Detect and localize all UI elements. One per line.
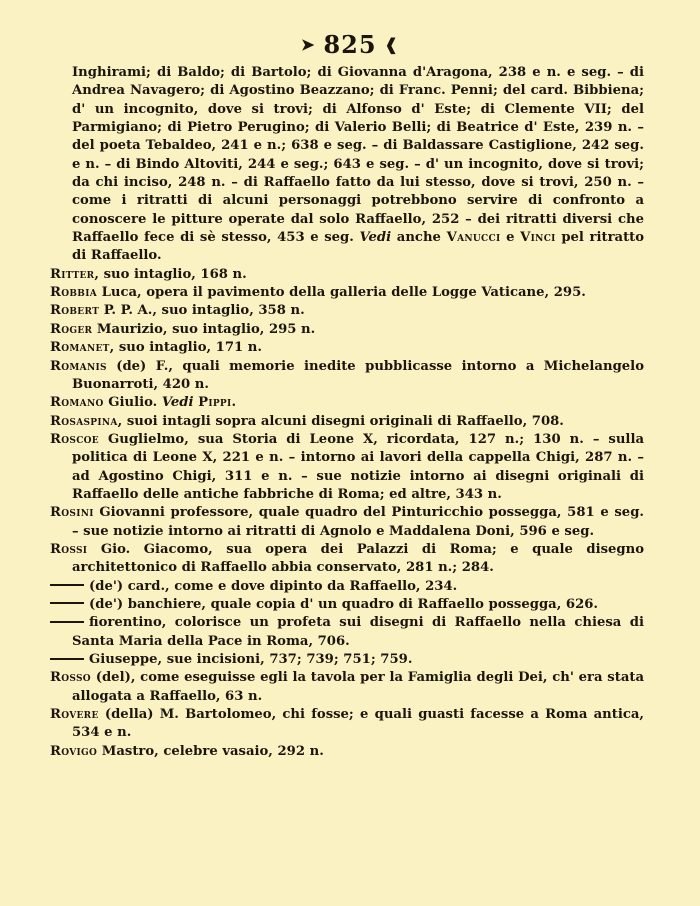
entry-text: Guglielmo, sua Storia di Leone X, ricordata, 127 n.; 130 n. – sulla politica di Leone X, 221 e n. – intorno ai lavori della cappella Chigi, 287 n. – ad Agostino Chigi, 311 e n. – sue notizie intorno ai disegni originali di Raffaello delle antiche fabbriche di Roma; ed altre, 343 n. [72,431,644,502]
entry-text: P. P. A., suo intaglio, 358 n. [103,303,305,319]
entry-text: (de') banchiere, quale copia d' un quadro di Raffaello possegga, 626. [89,596,599,612]
index-entry-romanet [50,339,644,357]
index-entry-romanis [50,358,644,395]
index-entry-robbia [50,284,644,302]
entry-text: Luca, opera il pavimento della galleria delle Logge Vaticane, 295. [101,285,586,301]
right-ornament-icon: ❰ [384,35,399,54]
index-entry-ritter [50,266,644,284]
index-entry-romano [50,394,644,412]
index-subentry-rossi-banchiere [50,596,644,614]
cross-ref-vedi: Vedi [359,230,392,246]
index-entry-rosso [50,669,644,706]
index-entry-roscoe [50,431,644,504]
entry-heading: Robert [50,303,100,319]
cross-ref-name: Pippi. [198,395,237,411]
entry-heading: Rossi [50,541,88,557]
left-ornament-icon: ➤ [301,35,316,54]
index-entry-rovere [50,706,644,743]
index-entry-rovigo [50,743,644,761]
entry-text: (della) M. Bartolomeo, chi fosse; e quali guasti facesse a Roma antica, 534 e n. [72,707,644,741]
cross-ref-name: Vinci [520,230,556,246]
page-number: 825 [323,30,377,59]
index-entry-rosini [50,504,644,541]
index-entry-rossi [50,541,644,578]
continued-entry-connector: e [506,230,515,246]
entry-heading: Rosaspina [50,413,118,429]
entry-text: fiorentino, colorisce un profeta sui disegni di Raffaello nella chiesa di Santa Maria della Pace in Roma, 706. [72,615,644,649]
entry-text: (de) F., quali memorie inedite pubblicasse intorno a Michelangelo Buonarroti, 420 n. [72,358,644,392]
entry-heading: Roger [50,321,93,337]
continued-entry-tail: pel ritratto di Raffaello. [72,230,645,264]
entry-text: (de') card., come e dove dipinto da Raffaello, 234. [89,578,458,594]
entry-heading: Rovigo [50,743,98,759]
ditto-dash [50,621,84,623]
entry-text: , suo intaglio, 171 n. [109,340,262,356]
entry-text: Giuseppe, sue incisioni, 737; 739; 751; 759. [89,652,413,667]
entry-heading: Romanet [50,340,110,356]
entry-heading: Rovere [50,707,99,723]
entry-text: Mastro, celebre vasaio, 292 n. [101,743,324,759]
index-subentry-rossi-card [50,578,644,596]
index-columns [50,64,644,761]
entry-text: Giovanni professore, quale quadro del Pinturicchio possegga, 581 e seg. – sue notizie intorno ai ritratti di Agnolo e Maddalena Doni, 596 e seg. [72,505,645,539]
index-subentry-rossi-giuseppe [50,651,644,669]
entry-heading: Romano [50,395,104,411]
index-subentry-rossi-fiorentino [50,614,644,651]
index-entry-robert [50,302,644,320]
ditto-dash [50,602,84,604]
cross-ref-vedi: Vedi [161,395,194,411]
entry-heading: Rosso [50,670,91,686]
index-entry-roger [50,321,644,339]
entry-text: , suo intaglio, 168 n. [94,266,247,282]
entry-text: Maurizio, suo intaglio, 295 n. [96,321,316,337]
continued-entry-connector: anche [396,230,441,246]
page-header [0,30,700,59]
entry-text: Giulio. [108,395,158,411]
entry-heading: Ritter [50,266,95,282]
ditto-dash [50,584,84,586]
entry-heading: Rosini [50,505,94,521]
cross-ref-name: Vanucci [446,230,501,246]
entry-text: Gio. Giacomo, sua opera dei Palazzi di Roma; e quale disegno architettonico di Raffaello abbia conservato, 281 n.; 284. [72,541,644,576]
continued-entry-text: Inghirami; di Baldo; di Bartolo; di Giovanna d'Aragona, 238 e n. e seg. – di Andrea Navagero; di Agostino Beazzano; di Franc. Penni; del card. Bibbiena; d' un incognito, dove si trovi; di Alfonso d' Este; di Clemente VII; del Parmigiano; di Pietro Perugino; di Valerio Belli; di Beatrice d' Este, 239 n. – del poeta Tebaldeo, 241 e n.; 638 e seg. – di Baldassare Castiglione, 242 seg. e n. – di Bindo Altoviti, 244 e seg.; 643 e seg. – d' un incognito, dove si trovi; da chi inciso, 248 n. – di Raffaello fatto da lui stesso, dove si trovi, 250 n. – come i ritratti di alcuni personaggi potrebbono servire di confronto a conoscere le pitture operate dal solo Raffaello, 252 – dei ritratti diversi che Raffaello fece di sè stesso, 453 e seg. [72,65,644,246]
entry-heading: Roscoe [50,431,99,447]
entry-heading: Robbia [50,285,98,301]
ditto-dash [50,658,84,660]
entry-heading: Romanis [50,358,107,374]
continued-entry [50,64,644,266]
index-entry-rosaspina [50,413,644,431]
entry-text: (del), come eseguisse egli la tavola per la Famiglia degli Dei, ch' era stata allogata a Raffaello, 63 n. [72,670,644,704]
entry-text: , suoi intagli sopra alcuni disegni originali di Raffaello, 708. [117,413,564,429]
